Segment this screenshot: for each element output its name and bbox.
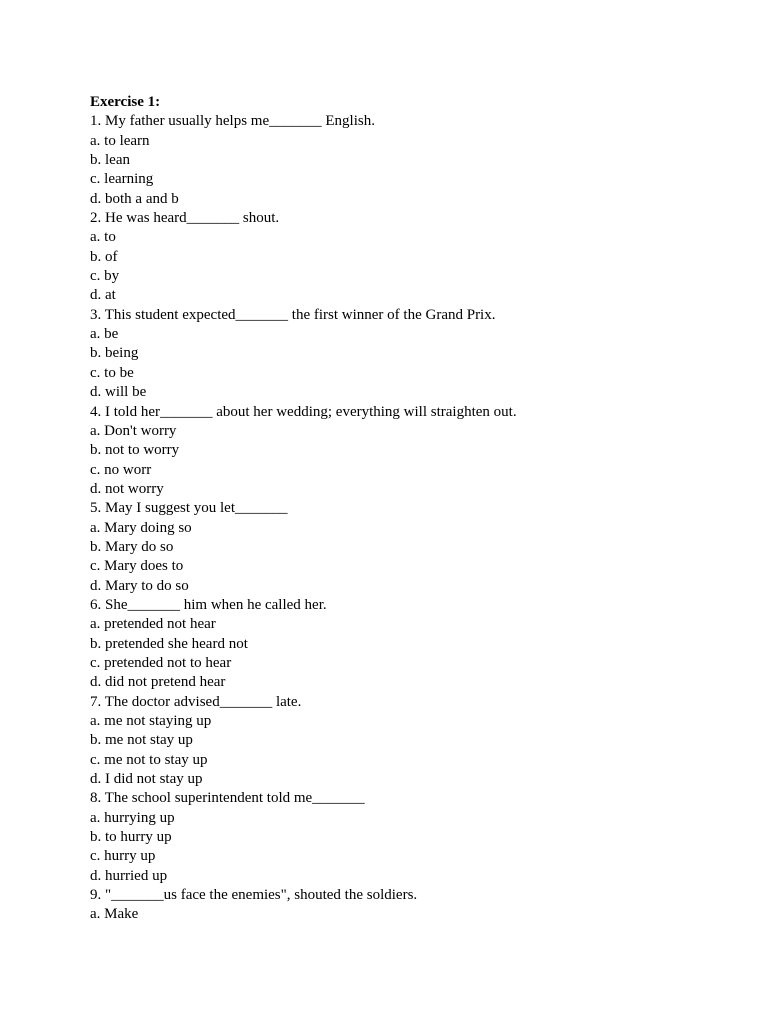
question-text: 7. The doctor advised_______ late. [90, 693, 302, 710]
answer-option: b. lean [90, 152, 130, 169]
answer-option: d. Mary to do so [90, 577, 189, 594]
exercise-title: Exercise 1: [90, 94, 161, 110]
answer-option: d. at [90, 287, 116, 304]
answer-option: c. to be [90, 364, 134, 381]
answer-option: c. Mary does to [90, 558, 184, 575]
answer-option: a. Mary doing so [90, 519, 192, 536]
question-text: 8. The school superintendent told me_______ [90, 790, 365, 807]
answer-option: a. to [90, 229, 116, 246]
question-text: 6. She_______ him when he called her. [90, 596, 327, 613]
question-text: 5. May I suggest you let_______ [90, 500, 288, 517]
answer-option: b. being [90, 345, 139, 362]
answer-option: b. me not stay up [90, 732, 193, 749]
answer-option: d. not worry [90, 480, 164, 497]
answer-option: d. both a and b [90, 190, 179, 207]
answer-option: a. be [90, 326, 119, 343]
answer-option: a. Don't worry [90, 422, 177, 439]
answer-option: b. to hurry up [90, 829, 172, 846]
question-text: 2. He was heard_______ shout. [90, 210, 280, 227]
question-text: 3. This student expected_______ the first winner of the Grand Prix. [90, 306, 496, 323]
exercise-content [90, 93, 730, 925]
answer-option: c. by [90, 268, 120, 285]
answer-option: b. pretended she heard not [90, 635, 248, 652]
answer-option: a. to learn [90, 132, 150, 149]
answer-option: a. Make [90, 906, 139, 923]
answer-option: d. will be [90, 384, 147, 401]
question-text: 9. "_______us face the enemies", shouted the soldiers. [90, 887, 418, 904]
exercise-lines [90, 112, 730, 924]
answer-option: a. hurrying up [90, 809, 175, 826]
answer-option: b. Mary do so [90, 538, 174, 555]
answer-option: c. me not to stay up [90, 751, 208, 768]
answer-option: c. learning [90, 171, 154, 188]
answer-option: b. not to worry [90, 442, 180, 459]
answer-option: a. pretended not hear [90, 616, 216, 633]
answer-option: c. hurry up [90, 848, 156, 865]
question-text: 4. I told her_______ about her wedding; everything will straighten out. [90, 403, 517, 420]
answer-option: d. hurried up [90, 867, 168, 884]
answer-option: a. me not staying up [90, 713, 212, 729]
answer-option: d. I did not stay up [90, 771, 203, 788]
answer-option: c. no worr [90, 461, 152, 478]
answer-option: c. pretended not to hear [90, 654, 232, 671]
answer-option: b. of [90, 248, 118, 265]
question-text: 1. My father usually helps me_______ English. [90, 113, 375, 130]
answer-option: d. did not pretend hear [90, 674, 226, 691]
